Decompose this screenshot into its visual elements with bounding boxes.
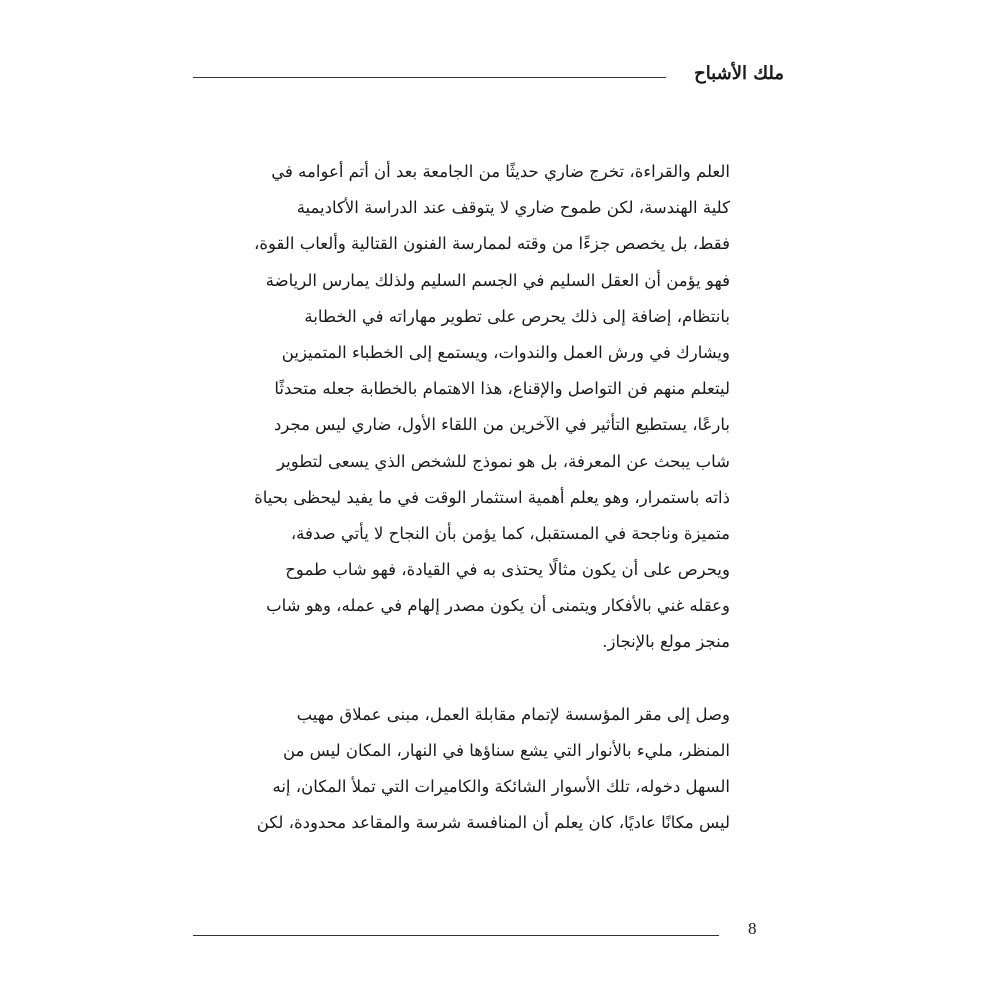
running-header-title: ملك الأشباح xyxy=(694,63,784,84)
footer-rule xyxy=(193,935,719,936)
text-line: وعقله غني بالأفكار ويتمنى أن يكون مصدر إلهام في عمله، وهو شاب xyxy=(266,596,730,616)
paragraph xyxy=(256,697,730,842)
text-line: ويشارك في ورش العمل والندوات، ويستمع إلى الخطباء المتميزين xyxy=(281,342,730,362)
text-line: بارعًا، يستطيع التأثير في الآخرين من اللقاء الأول، ضاري ليس مجرد xyxy=(274,415,730,435)
text-line: ليتعلم منهم فن التواصل والإقناع، هذا الاهتمام بالخطابة جعله متحدثًا xyxy=(274,379,730,399)
text-line: متميزة وناجحة في المستقبل، كما يؤمن بأن النجاح لا يأتي صدفة، xyxy=(290,523,730,543)
text-line: منجز مولع بالإنجاز. xyxy=(602,632,730,652)
header-rule xyxy=(193,77,666,78)
text-line: ويحرص على أن يكون مثالًا يحتذى به في القيادة، فهو شاب طموح xyxy=(285,560,730,580)
page-number: 8 xyxy=(748,919,757,938)
text-line: ذاته باستمرار، وهو يعلم أهمية استثمار الوقت في ما يفيد ليحظى بحياة xyxy=(254,487,730,507)
text-line: بانتظام، إضافة إلى ذلك يحرص على تطوير مهاراته في الخطابة xyxy=(304,306,730,326)
text-line: المنظر، مليء بالأنوار التي يشع سناؤها في النهار، المكان ليس من xyxy=(282,740,730,760)
text-line: السهل دخوله، تلك الأسوار الشائكة والكاميرات التي تملأ المكان، إنه xyxy=(272,777,730,796)
text-line: وصل إلى مقر المؤسسة لإتمام مقابلة العمل، مبنى عملاق مهيب xyxy=(296,704,730,724)
paragraph-gap xyxy=(306,661,730,697)
text-line: ليس مكانًا عاديًا، كان يعلم أن المنافسة شرسة والمقاعد محدودة، لكن xyxy=(256,813,730,833)
paragraph xyxy=(254,154,730,661)
text-line: العلم والقراءة، تخرج ضاري حديثًا من الجامعة بعد أن أتم أعوامه في xyxy=(271,162,730,181)
text-line: شاب يبحث عن المعرفة، بل هو نموذج للشخص الذي يسعى لتطوير xyxy=(277,451,730,471)
text-line: كلية الهندسة، لكن طموح ضاري لا يتوقف عند الدراسة الأكاديمية xyxy=(296,198,730,218)
text-line: فقط، بل يخصص جزءًا من وقته لممارسة الفنون القتالية وألعاب القوة، xyxy=(254,234,730,254)
body-text xyxy=(254,154,730,841)
text-line: فهو يؤمن أن العقل السليم في الجسم السليم ولذلك يمارس الرياضة xyxy=(265,270,730,290)
